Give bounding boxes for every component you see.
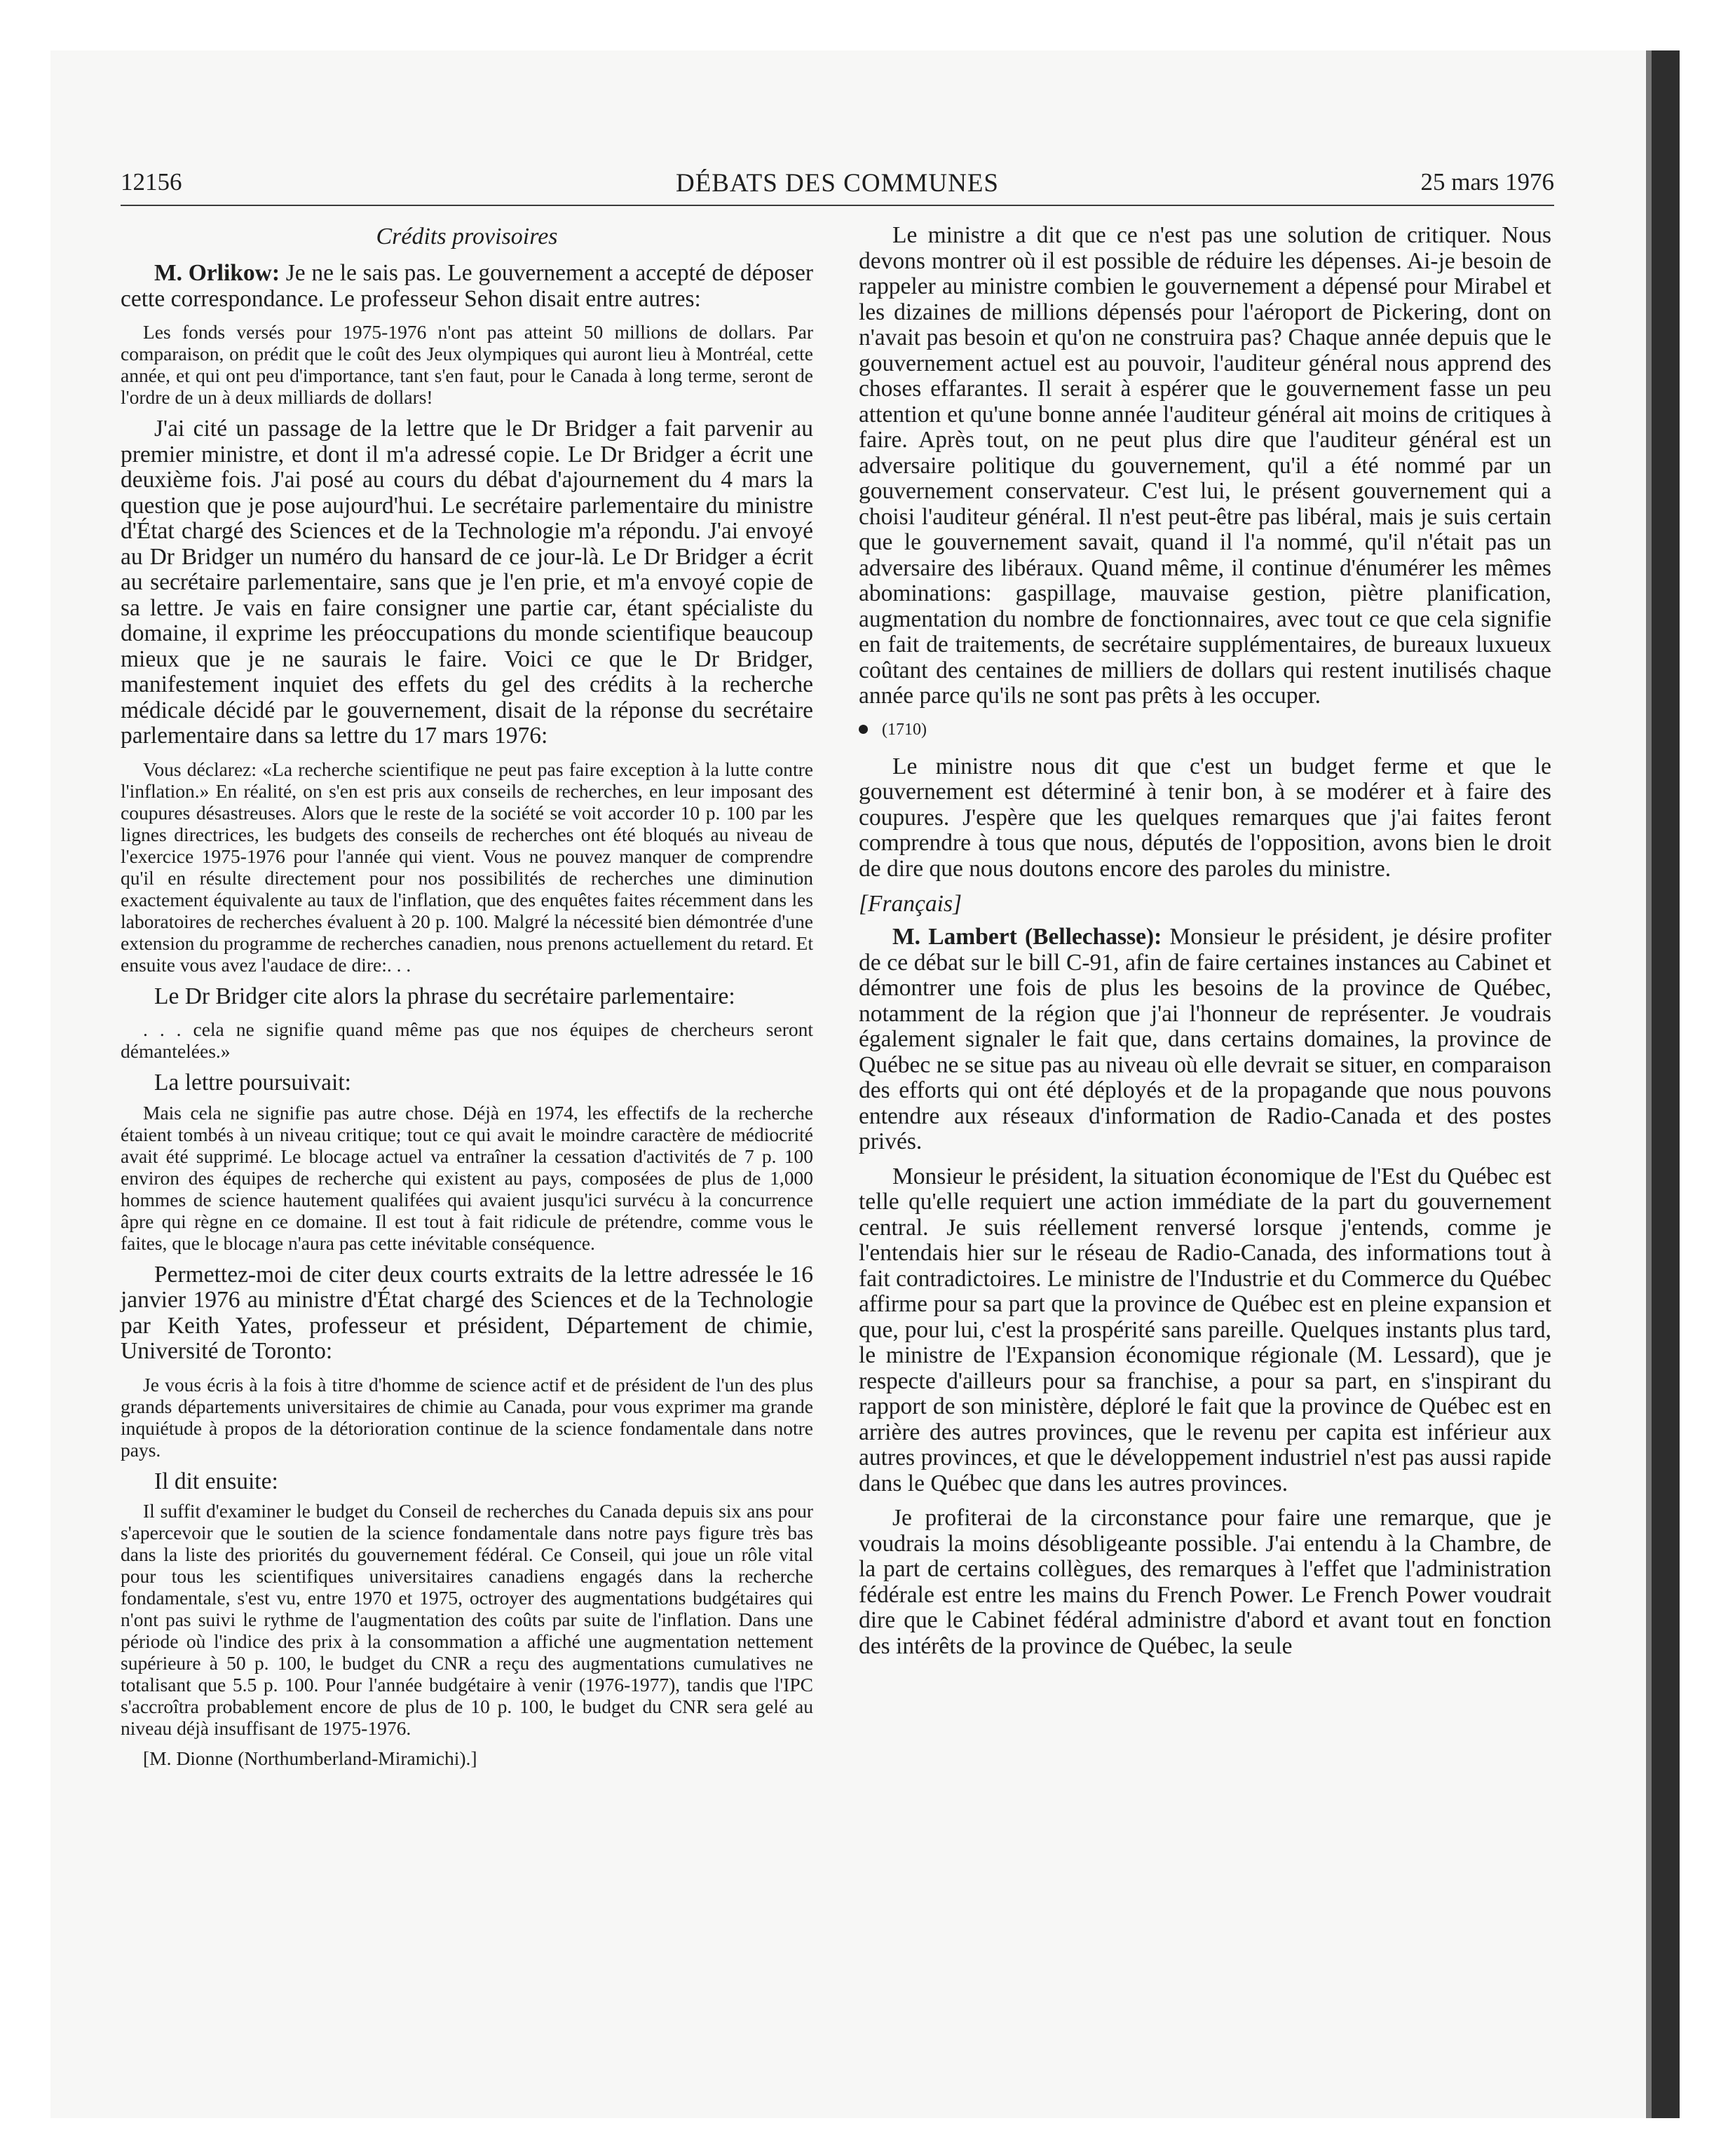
speech-paragraph: J'ai cité un passage de la lettre que le Dr Bridger a fait parvenir au premier ministre, et dont il m'a adressé copie. Le Dr Bridger a écrit une deuxième fois. J'ai posé au cours du débat d'ajournement du 4 mars la question que je pose aujourd'hui. Le secrétaire parlementaire du ministre d'État chargé des Sciences et de la Technologie m'a répondu. J'ai envoyé au Dr Bridger un numéro du hansard de ce jour-là. Le Dr Bridger a écrit au secrétaire parlementaire, sans que je l'en prie, et m'a envoyé copie de sa lettre. Je vais en faire consigner une partie car, étant spécialiste du domaine, il exprime les préoccupations du monde scientifique beaucoup mieux que je ne saurais le faire. Voici ce que le Dr Bridger, manifestement inquiet des effets du gel des crédits à la recherche médicale décidé par le gouvernement, disait de la réponse du secrétaire parlementaire dans sa lettre du 17 mars 1976:: [121, 416, 813, 749]
quoted-passage: Mais cela ne signifie pas autre chose. Déjà en 1974, les effectifs de la recherche étaient tombés à un niveau critique; tout ce qui avait le moindre caractère de médiocrité avait été supprimé. Le blocage actuel va entraîner la cessation d'activités de 7 p. 100 environ des équipes de recherche qui existent au pays, composées de plus de 1,000 hommes de science hautement qualifées qui avaient jusqu'ici survécu à la concurrence âpre qui règne en ce domaine. Il est tout à fait ridicule de prétendre, comme vous le faites, que le blocage n'aura pas cette inévitable conséquence.: [121, 1101, 813, 1254]
page-header: [121, 168, 1554, 200]
speaker-attribution: [M. Dionne (Northumberland-Miramichi).]: [143, 1747, 477, 1769]
time-marker: [859, 719, 1551, 740]
header-rule: [121, 205, 1554, 206]
quoted-passage: Les fonds versés pour 1975-1976 n'ont pas atteint 50 millions de dollars. Par comparaison, on prédit que le coût des Jeux olympiques qui auront lieu à Montréal, cette année, et qui ont peu d'importance, tant s'en faut, pour le Canada à long terme, seront de l'ordre de un à deux milliards de dollars!: [121, 321, 813, 408]
bullet-icon: [859, 725, 868, 734]
speech-paragraph: Le Dr Bridger cite alors la phrase du secrétaire parlementaire:: [154, 983, 735, 1009]
speech-paragraph: La lettre poursuivait:: [154, 1070, 351, 1096]
scan-margin: [0, 0, 1735, 50]
scan-binding-edge: [1652, 50, 1680, 2118]
speech-paragraph: [859, 925, 1551, 1155]
speaker-name: M. Lambert (Bellechasse):: [892, 924, 1162, 950]
speech-paragraph: Il dit ensuite:: [154, 1468, 278, 1494]
speaker-name: M. Orlikow:: [154, 260, 280, 286]
speech-paragraph: Permettez-moi de citer deux courts extraits de la lettre adressée le 16 janvier 1976 au ministre d'État chargé des Sciences et de la Technologie par Keith Yates, professeur et président, Département de chimie, Université de Toronto:: [121, 1261, 813, 1364]
language-tag: [Français]: [859, 891, 962, 917]
quoted-passage: Vous déclarez: «La recherche scientifique ne peut pas faire exception à la lutte contre l'inflation.» En réalité, on s'en est pris aux conseils de recherches, en leur imposant des coupures désastreuses. Alors que le reste de la société se voit accorder 10 p. 100 par les lignes directrices, les budgets des conseils de recherches ont été bloqués au niveau de l'exercice 1975-1976 pour l'année qui vient. Vous ne pouvez manquer de comprendre qu'il en résulte directement pour nos possibilités de recherches une diminution exactement équivalente au taux de l'inflation, que des enquêtes faites récemment dans les laboratoires de recherches évaluent à 20 p. 100. Malgré la nécessité bien démontrée d'une extension du programme de recherches canadien, nous prenons actuellement du retard. Et ensuite vous avez l'audace de dire:. . .: [121, 758, 813, 976]
speech-text: Je ne le sais pas. Le gouvernement a accepté de déposer cette correspondance. Le professeur Sehon disait entre autres:: [121, 260, 814, 312]
speech-paragraph: [121, 261, 813, 312]
speech-paragraph: Monsieur le président, la situation économique de l'Est du Québec est telle qu'elle requiert une action immédiate de la part du gouvernement central. Je suis réellement renversé lorsque j'entends, comme je l'entendais hier sur le réseau de Radio-Canada, des informations tout à fait contradictoires. Le ministre de l'Industrie et du Commerce du Québec affirme pour sa part que la province de Québec est en pleine expansion et que, pour lui, c'est la prospérité sans pareille. Quelques instants plus tard, le ministre de l'Expansion économique régionale (M. Lessard), que je respecte d'ailleurs pour sa franchise, a pour sa part, en s'inspirant du rapport de son ministère, déploré le fait que la province de Québec est en arrière des autres provinces, que le revenu per capita est inférieur aux autres provinces, et que le développement industriel n'est pas aussi rapide dans le Québec que dans les autres provinces.: [859, 1163, 1551, 1496]
quoted-passage: Il suffit d'examiner le budget du Conseil de recherches du Canada depuis six ans pour s'apercevoir que le soutien de la science fondamentale dans notre pays figure très bas dans la liste des priorités du gouvernement fédéral. Ce Conseil, qui joue un rôle vital pour tous les scientifiques universitaires canadiens engagés dans la recherche fondamentale, s'est vu, entre 1970 et 1975, octroyer des augmentations budgétaires qui n'ont pas suivi le rythme de l'augmentation des coûts par suite de l'inflation. Dans une période où l'indice des prix à la consommation a affiché une augmentation nettement supérieure à 50 p. 100, le budget du CNR a reçu des augmentations cumulatives ne totalisant que 5.5 p. 100. Pour l'année budgétaire à venir (1976-1977), tandis que l'IPC s'accroîtra probablement encore de plus de 10 p. 100, le budget du CNR sera gelé au niveau déjà insuffisant de 1975-1976.: [121, 1500, 813, 1739]
time-marker-label: (1710): [882, 720, 927, 739]
speech-text: Monsieur le président, je désire profiter de ce débat sur le bill C-91, afin de faire certaines instances au Cabinet et démontrer une fois de plus les besoins de la province de Québec, notamment de la région que j'ai l'honneur de représenter. Je voudrais également signaler le fait que, dans certains domaines, la province de Québec ne se situe pas au niveau où elle devrait se situer, en comparaison des efforts qui ont été déployés et de la propagande que nous pouvons entendre aux réseaux d'information de Radio-Canada et des postes privés.: [859, 924, 1551, 1154]
speech-paragraph: Le ministre a dit que ce n'est pas une solution de critiquer. Nous devons montrer où il est possible de réduire les dépenses. Ai-je besoin de rappeler au ministre combien le gouvernement a dépensé pour Mirabel et les dizaines de millions dépensés pour l'aéroport de Pickering, dont on n'avait pas besoin et qu'on ne construira pas? Chaque année depuis que le gouvernement actuel est au pouvoir, l'auditeur général nous apprend des choses effarantes. Il serait à espérer que le gouvernement fasse un peu attention et qu'une bonne année l'auditeur général ait moins de critiques à faire. Après tout, on ne peut plus dire que l'auditeur général est un adversaire politique du gouvernement, qu'il a été nommé par un gouvernement conservateur. C'est lui, le présent gouvernement qui a choisi l'auditeur général. Il n'est peut-être pas libéral, mais je suis certain que le gouvernement savait, quand il l'a nommé, qu'il n'était pas un adversaire des libéraux. Quand même, il continue d'énumérer les mêmes abominations: gaspillage, mauvaise gestion, piètre planification, augmentation du nombre de fonctionnaires, avec tout ce que cela signifie en fait de traitements, de secrétaire supplémentaires, de bureaux luxueux coûtant des centaines de milliers de dollars qui restent inutilisés chaque année parce qu'ils ne sont pas prêts à les occuper.: [859, 222, 1551, 709]
quoted-passage: . . . cela ne signifie quand même pas que nos équipes de chercheurs seront démantelées.»: [121, 1018, 813, 1062]
speech-paragraph: Le ministre nous dit que c'est un budget ferme et que le gouvernement est déterminé à tenir bon, à se modérer et à faire des coupures. J'espère que les quelques remarques que j'ai faites feront comprendre à tous que nous, députés de l'opposition, avons bien le droit de dire que nous doutons encore des paroles du ministre.: [859, 753, 1551, 882]
publication-date: 25 mars 1976: [1420, 168, 1554, 196]
right-column: [859, 223, 1551, 1668]
section-title: Crédits provisoires: [376, 224, 558, 250]
page-number: 12156: [121, 168, 182, 196]
quoted-passage: Je vous écris à la fois à titre d'homme de science actif et de président de l'un des plus grands départements universitaires de chimie au Canada, pour vous exprimer ma grande inquiétude à propos de la détorioration continue de la science fondamentale dans notre pays.: [121, 1373, 813, 1461]
left-column: [121, 223, 813, 1769]
publication-title: DÉBATS DES COMMUNES: [675, 169, 999, 198]
speech-paragraph: Je profiterai de la circonstance pour faire une remarque, que je voudrais la moins désobligeante possible. J'ai entendu à la Chambre, de la part de certains collègues, des remarques à l'effet que l'administration fédérale est entre les mains du French Power. Le French Power voudrait dire que le Cabinet fédéral administre d'abord et avant tout en fonction des intérêts de la province de Québec, la seule: [859, 1505, 1551, 1659]
